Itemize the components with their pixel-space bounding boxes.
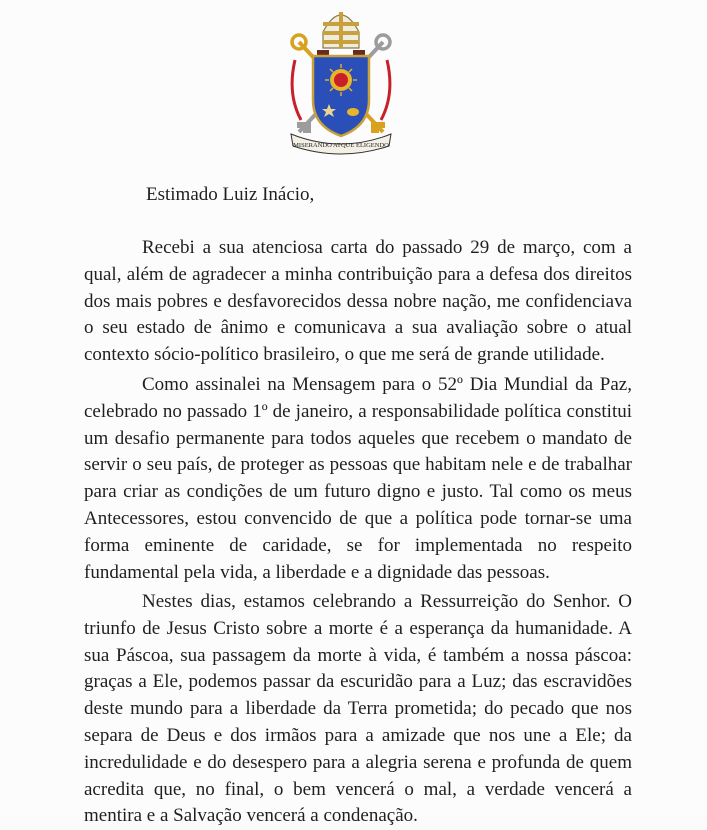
letter-paragraph-1: Recebi a sua atenciosa carta do passado 29 de março, com a qual, além de agradecer a minha contribuição para a defesa dos direitos dos mais pobres e desfavorecidos dessa nobre nação, me confidenciava o seu estado de ânimo e comunicava a sua avaliação sobre o atual contexto sócio-político brasileiro, o que me será de grande utilidade. — [84, 237, 632, 366]
papal-coat-of-arms — [285, 4, 397, 156]
letter-paragraph-3: Nestes dias, estamos celebrando a Ressurreição do Senhor. O triunfo de Jesus Cristo sobre a morte é a esperança da humanidade. A sua Páscoa, sua passagem da morte à vida, é também a nossa páscoa: graças a Ele, podemos passar da escuridão para a Luz; das escravidões deste mundo para a liberdade da Terra prometida; do pecado que nos separa de Deus e dos irmãos para a amizade que nos une a Ele; da incredulidade e do desespero para a alegria serena e profunda de quem acredita que, no final, o bem vencerá o mal, a verdade vencerá a mentira e a Salvação vencerá a condenação. — [84, 591, 632, 827]
motto-text: MISERANDO ATQUE ELIGENDO — [293, 142, 389, 149]
salutation: Estimado Luiz Inácio, — [146, 184, 315, 205]
letter-paragraph-2: Como assinalei na Mensagem para o 52º Dia Mundial da Paz, celebrado no passado 1º de janeiro, a responsabilidade política constitui um desafio permanente para todos aqueles que recebem o mandato de servir o seu país, de proteger as pessoas que habitam nele e de trabalhar para criar as condições de um futuro digno e justo. Tal como os meus Antecessores, estou convencido de que a política pode tornar-se uma forma eminente de caridade, se for implementada no respeito fundamental pela vida, a liberdade e a dignidade das pessoas. — [84, 374, 632, 583]
mitre-icon — [323, 12, 359, 48]
shield-icon — [313, 56, 369, 136]
